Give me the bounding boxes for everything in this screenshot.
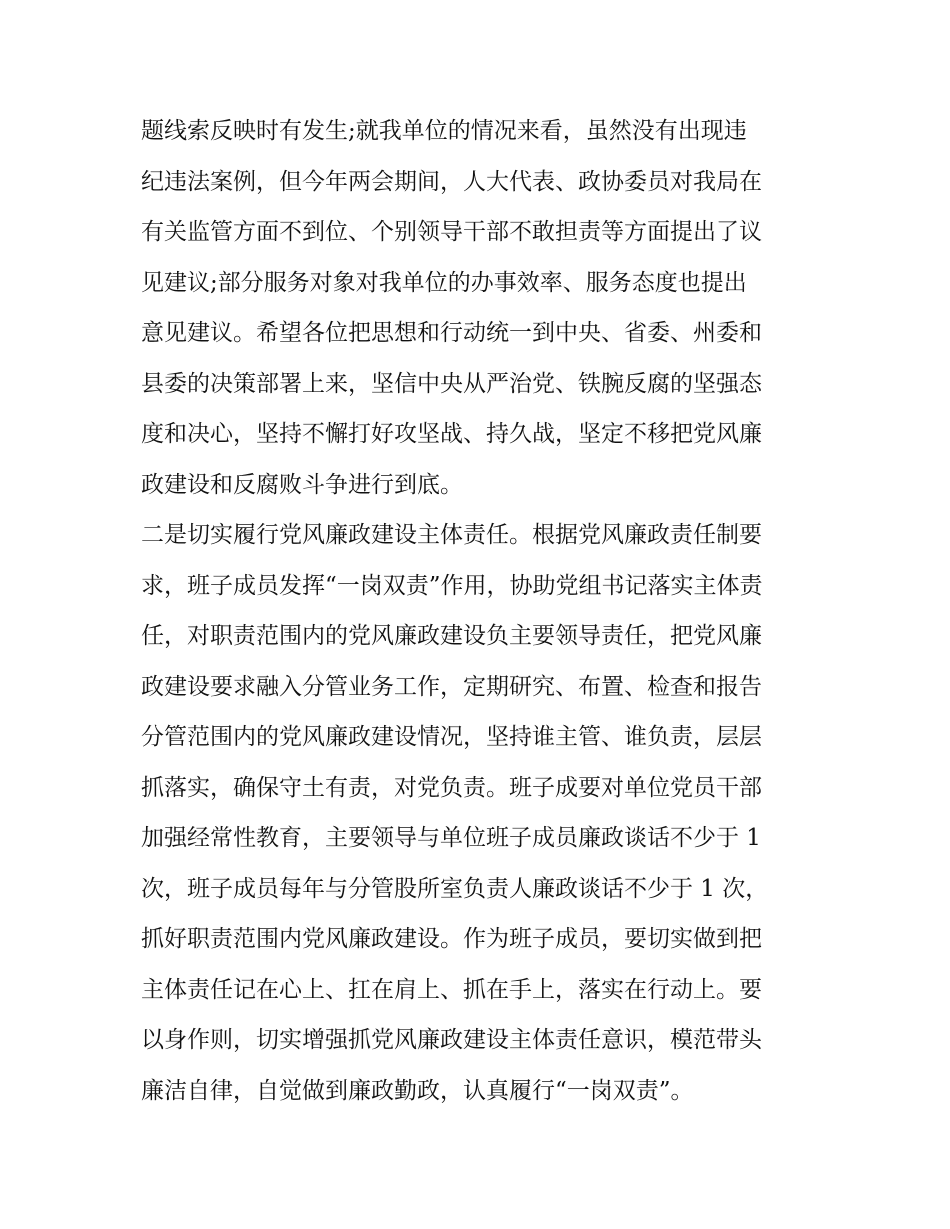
- text-line: 纪违法案例，但今年两会期间，人大代表、政协委员对我局在: [141, 168, 762, 195]
- text-line: 意见建议。希望各位把思想和行动统一到中央、省委、州委和: [141, 320, 762, 346]
- text-line: 政建设和反腐败斗争进行到底。: [141, 471, 463, 498]
- text-line: 抓好职责范围内党风廉政建设。作为班子成员，要切实做到把: [141, 926, 762, 952]
- text-line: 主体责任记在心上、扛在肩上、抓在手上，落实在行动上。要: [141, 976, 762, 1003]
- text-line: 有关监管方面不到位、个别领导干部不敢担责等方面提出了议: [141, 219, 762, 245]
- paragraph-1: [141, 106, 821, 510]
- text-line: 度和决心，坚持不懈打好攻坚战、持久战，坚定不移把党风廉: [141, 421, 762, 447]
- text-line: 以身作则，切实增强抓党风廉政建设主体责任意识，模范带头: [141, 1027, 762, 1053]
- text-line: 政建设要求融入分管业务工作，定期研究、布置、检查和报告: [141, 673, 762, 700]
- paragraph-2: [141, 510, 821, 1116]
- text-line: 廉洁自律，自觉做到廉政勤政，认真履行“一岗双责”。: [141, 1077, 694, 1104]
- text-line: 次，班子成员每年与分管股所室负责人廉政谈话不少于 1 次，: [141, 875, 769, 902]
- text-line: 求，班子成员发挥“一岗双责”作用，协助党组书记落实主体责: [141, 572, 763, 599]
- text-line: 见建议;部分服务对象对我单位的办事效率、服务态度也提出: [141, 269, 747, 296]
- text-line: 加强经常性教育，主要领导与单位班子成员廉政谈话不少于 1: [141, 825, 761, 851]
- text-line: 县委的决策部署上来，坚信中央从严治党、铁腕反腐的坚强态: [141, 370, 762, 397]
- text-line: 抓落实，确保守土有责，对党负责。班子成要对单位党员干部: [141, 774, 762, 801]
- text-line: 任，对职责范围内的党风廉政建设负主要领导责任，把党风廉: [141, 623, 762, 649]
- text-line: 分管范围内的党风廉政建设情况，坚持谁主管、谁负责，层层: [141, 724, 762, 750]
- text-line: 题线索反映时有发生;就我单位的情况来看，虽然没有出现违: [141, 118, 747, 144]
- document-body: [141, 106, 821, 1116]
- text-line: 二是切实履行党风廉政建设主体责任。根据党风廉政责任制要: [141, 522, 762, 548]
